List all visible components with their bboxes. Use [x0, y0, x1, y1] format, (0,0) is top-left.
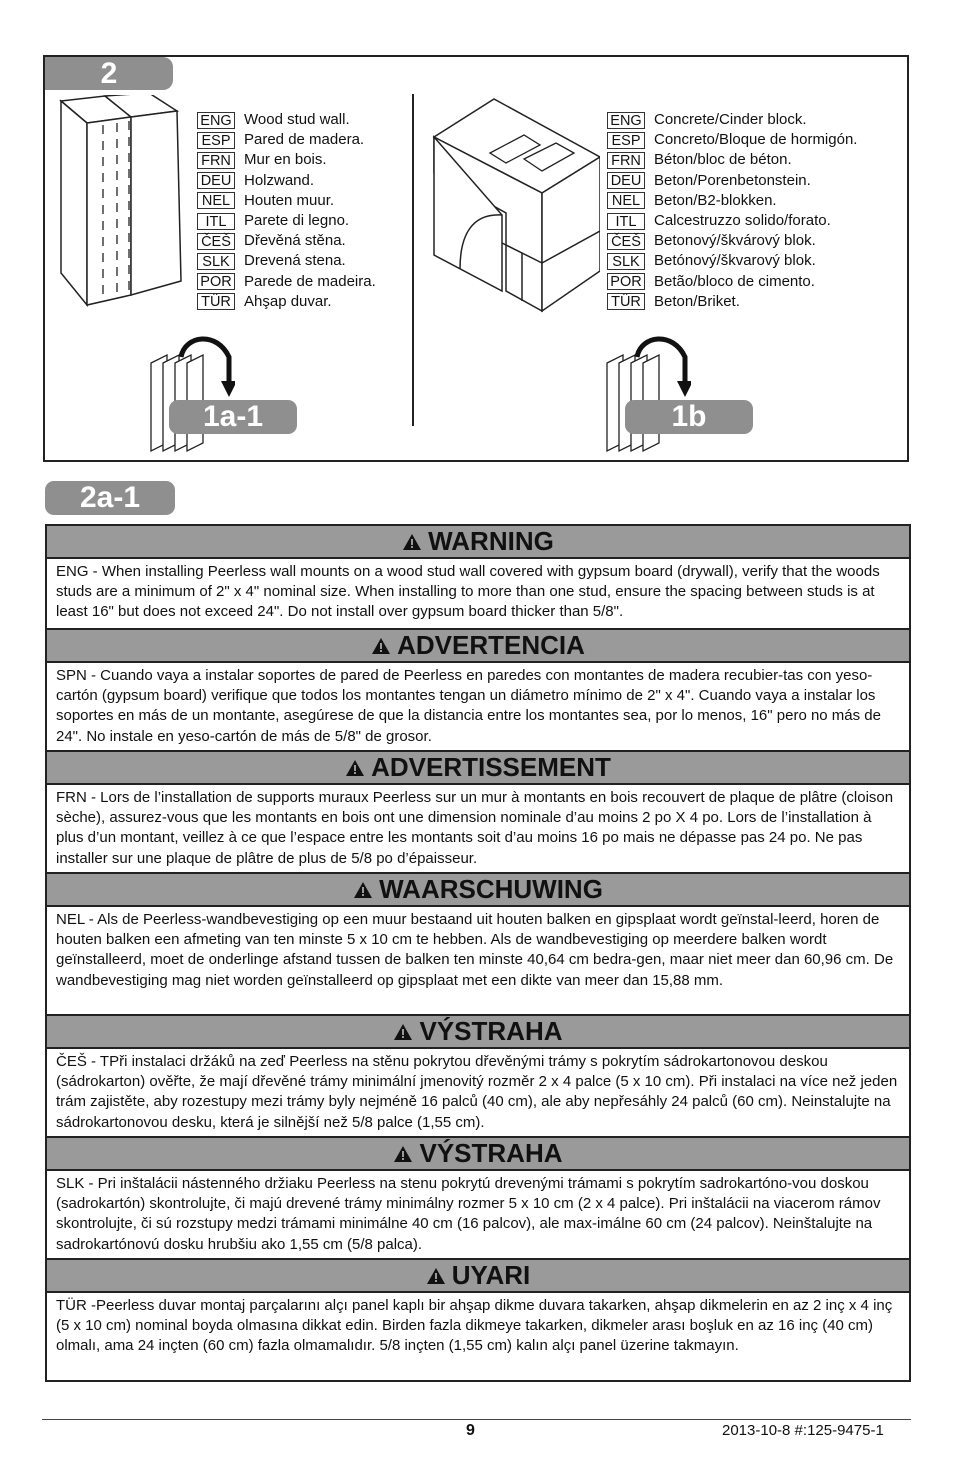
- language-text: Concreto/Bloque de hormigón.: [654, 131, 858, 149]
- language-text: Houten muur.: [244, 191, 335, 209]
- language-text: Pared de madera.: [244, 131, 365, 149]
- warning-title: WAARSCHUWING: [379, 874, 603, 904]
- language-row: [197, 130, 376, 150]
- language-code: SLK: [197, 253, 235, 270]
- warning-triangle-icon: [393, 1023, 413, 1041]
- warning-heading: [47, 874, 909, 907]
- warning-title: VÝSTRAHA: [419, 1016, 563, 1046]
- warning-triangle-icon: [402, 533, 422, 551]
- section-label: 2a-1: [79, 481, 141, 514]
- concrete-block-illustration: [432, 95, 600, 315]
- language-code: POR: [607, 273, 645, 290]
- language-row: [197, 110, 376, 130]
- warning-title: ADVERTISSEMENT: [371, 752, 611, 782]
- language-code: TÜR: [197, 293, 235, 310]
- goto-step-1b-label: 1b: [671, 400, 707, 433]
- column-divider: [412, 94, 414, 426]
- language-text: Parete di legno.: [244, 211, 350, 229]
- language-text: Dřevěná stěna.: [244, 232, 346, 250]
- language-text: Parede de madeira.: [244, 272, 376, 290]
- language-code: DEU: [197, 172, 235, 189]
- step-number: 2: [100, 56, 118, 90]
- language-text: Beton/B2-blokken.: [654, 191, 777, 209]
- language-text: Beton/Briket.: [654, 292, 740, 310]
- warning-text: ČEŠ - TPři instalaci držáků na zeď Peerless na stěnu pokrytou dřevěnými trámy s pokrytím sádrokartonovou deskou (sádrokarton) ověřte, že mají dřevěné trámy minimální jmenovitý rozměr 2 x 4 palce (5 x 10 cm). Při instalaci na více než jeden trám zajistěte, aby rozestupy mezi trámy byly nejméně 16 palců (40 cm), ale aby nepřesáhly 24 palců (60 cm). Neinstalujte na sádrokartonovou desku, která je silnější než 5/8 palce (1,55 cm).: [47, 1049, 909, 1138]
- warning-text: FRN - Lors de l’installation de supports muraux Peerless sur un mur à montants en bois recouvert de plaque de plâtre (cloison sèche), assurez-vous que les montants en bois ont une dimension nominale d’au moins 2 po X 4 po. Lors de l’installation à plus d’un montant, veillez à ce que l’espace entre les montants soit d’au moins 16 po mais ne dépasse pas 24 po. Ne pas installer sur une plaque de plâtre de plus de 5/8 po d’épaisseur.: [47, 785, 909, 874]
- language-row: [607, 272, 857, 292]
- language-text: Mur en bois.: [244, 151, 327, 169]
- language-row: [607, 191, 857, 211]
- wood-stud-language-list: [197, 110, 376, 312]
- language-row: [607, 171, 857, 191]
- warning-heading: [47, 752, 909, 785]
- language-text: Béton/bloc de béton.: [654, 151, 792, 169]
- language-code: SLK: [607, 253, 645, 270]
- warning-triangle-icon: [426, 1267, 446, 1285]
- warning-heading: [47, 1016, 909, 1049]
- language-text: Drevená stena.: [244, 252, 346, 270]
- warning-title: UYARI: [451, 1260, 531, 1290]
- page-flip-icon: [145, 333, 235, 453]
- warning-title: WARNING: [428, 526, 554, 556]
- language-code: FRN: [197, 152, 235, 169]
- language-text: Betonový/škvárový blok.: [654, 232, 816, 250]
- language-row: [607, 292, 857, 312]
- language-code: ENG: [197, 112, 235, 129]
- language-row: [197, 231, 376, 251]
- goto-step-1a-1-badge[interactable]: [169, 400, 297, 434]
- warning-triangle-icon: [393, 1145, 413, 1163]
- language-code: ENG: [607, 112, 645, 129]
- warning-text: NEL - Als de Peerless-wandbevestiging op een muur bestaand uit houten balken en gipsplaat wordt geïnstal-leerd, horen de houten balken een afmeting van ten minste 5 x 10 cm te hebben. Als de wandbevestiging op meerdere balken wordt geïnstalleerd, moet de onderlinge afstand tussen de balken ten minste 40,64 cm bedra-gen, maar niet meer dan 60,96 cm. De wandbevestiging mag niet worden geïnstalleerd op gipsplaat met een dikte van meer dan 15,88 mm.: [47, 907, 909, 1016]
- language-text: Wood stud wall.: [244, 111, 350, 128]
- goto-step-1a-1-label: 1a-1: [202, 400, 264, 433]
- language-row: [607, 110, 857, 130]
- language-text: Holzwand.: [244, 171, 315, 189]
- language-row: [197, 292, 376, 312]
- step-2-panel: [43, 55, 909, 462]
- language-code: ESP: [197, 132, 235, 149]
- warning-text: TÜR -Peerless duvar montaj parçalarını alçı panel kaplı bir ahşap dikme duvara takarken, ahşap dikmelerin en az 2 inç x 4 inç (5 x 10 cm) nominal boyda olmasına dikkat edin. Birden fazla dikmeye takarken, dikmeler arası boşluk en az 16 inç (40 cm) olmalı, ama 24 inçten (60 cm) fazla olmamalıdır. 5/8 inçten (1,55 cm) kalın alçı panel üzerine takmayın.: [56, 1297, 893, 1355]
- warnings-table: [45, 524, 911, 1382]
- language-row: [197, 272, 376, 292]
- page-flip-icon: [601, 333, 691, 453]
- concrete-language-list: [607, 110, 857, 312]
- language-code: ČEŠ: [607, 233, 645, 250]
- goto-step-1b-badge[interactable]: [625, 400, 753, 434]
- language-row: [607, 231, 857, 251]
- language-text: Calcestruzzo solido/forato.: [654, 211, 831, 229]
- language-code: NEL: [607, 192, 645, 209]
- language-text: Betão/bloco de cimento.: [654, 272, 815, 290]
- language-text: Beton/Porenbetonstein.: [654, 171, 811, 189]
- warning-title: ADVERTENCIA: [397, 630, 585, 660]
- warning-text: SLK - Pri inštalácii nástenného držiaku Peerless na stenu pokrytú drevenými trámami s pokrytím sadrokartóno-vou doskou (sadrokartón) skontrolujte, či majú drevené trámy minimálny rozmer 5 x 10 cm (2 x 4 palce). Pri inštalácii na viacerom rámov skontrolujte, či sú rozstupy medzi trámami minimálne 40 cm (16 palcov), ale max-imálne 60 cm (24 palcov). Neinštalujte na sadrokartónovú dosku hrubšiu ako 1,55 cm (5/8 palca).: [47, 1171, 909, 1260]
- page-number: 9: [466, 1422, 475, 1439]
- language-row: [197, 251, 376, 271]
- warning-text: SPN - Cuando vaya a instalar soportes de pared de Peerless en paredes con montantes de madera recubier-tas con yeso-cartón (gypsum board) verifique que todos los montantes tengan un diámetro mínimo de 2" x 4". Cuando vaya a instalar los soportes en más de un montante, asegúrese de que la distancia entre los montantes sea, por lo menos, 16" pero no más de 24". No instale en yeso-cartón de más de 5/8" de grosor.: [47, 663, 909, 752]
- footer-rule: [42, 1419, 911, 1420]
- language-code: TÜR: [607, 293, 645, 310]
- language-code: POR: [197, 273, 235, 290]
- language-row: [197, 150, 376, 170]
- warning-heading: [47, 1260, 909, 1293]
- warning-text: ENG - When installing Peerless wall mounts on a wood stud wall covered with gypsum board (drywall), verify that the woods studs are a minimum of 2" x 4" nominal size. When installing to more than one stud, ensure the spacing between studs is at least 16" but does not exceed 24". Do not install over gypsum board thicker than 5/8".: [47, 559, 909, 630]
- language-code: ESP: [607, 132, 645, 149]
- language-code: ITL: [197, 213, 235, 230]
- language-row: [197, 171, 376, 191]
- section-badge: [45, 481, 175, 515]
- warning-title: VÝSTRAHA: [419, 1138, 563, 1168]
- wood-stud-wall-illustration: [59, 95, 187, 307]
- language-row: [607, 251, 857, 271]
- language-text: Ahşap duvar.: [244, 292, 332, 310]
- warning-triangle-icon: [345, 759, 365, 777]
- language-row: [197, 191, 376, 211]
- warning-triangle-icon: [353, 881, 373, 899]
- language-row: [607, 130, 857, 150]
- language-text: Betónový/škvarový blok.: [654, 252, 816, 270]
- step-number-badge: [45, 57, 173, 90]
- language-code: FRN: [607, 152, 645, 169]
- document-reference: 2013-10-8 #:125-9475-1: [722, 1422, 884, 1439]
- language-row: [607, 211, 857, 231]
- language-code: DEU: [607, 172, 645, 189]
- language-text: Concrete/Cinder block.: [654, 111, 807, 128]
- language-row: [607, 150, 857, 170]
- warning-heading: [47, 1138, 909, 1171]
- language-code: NEL: [197, 192, 235, 209]
- warning-heading: [47, 526, 909, 559]
- warning-triangle-icon: [371, 637, 391, 655]
- language-code: ČEŠ: [197, 233, 235, 250]
- language-row: [197, 211, 376, 231]
- language-code: ITL: [607, 213, 645, 230]
- warning-heading: [47, 630, 909, 663]
